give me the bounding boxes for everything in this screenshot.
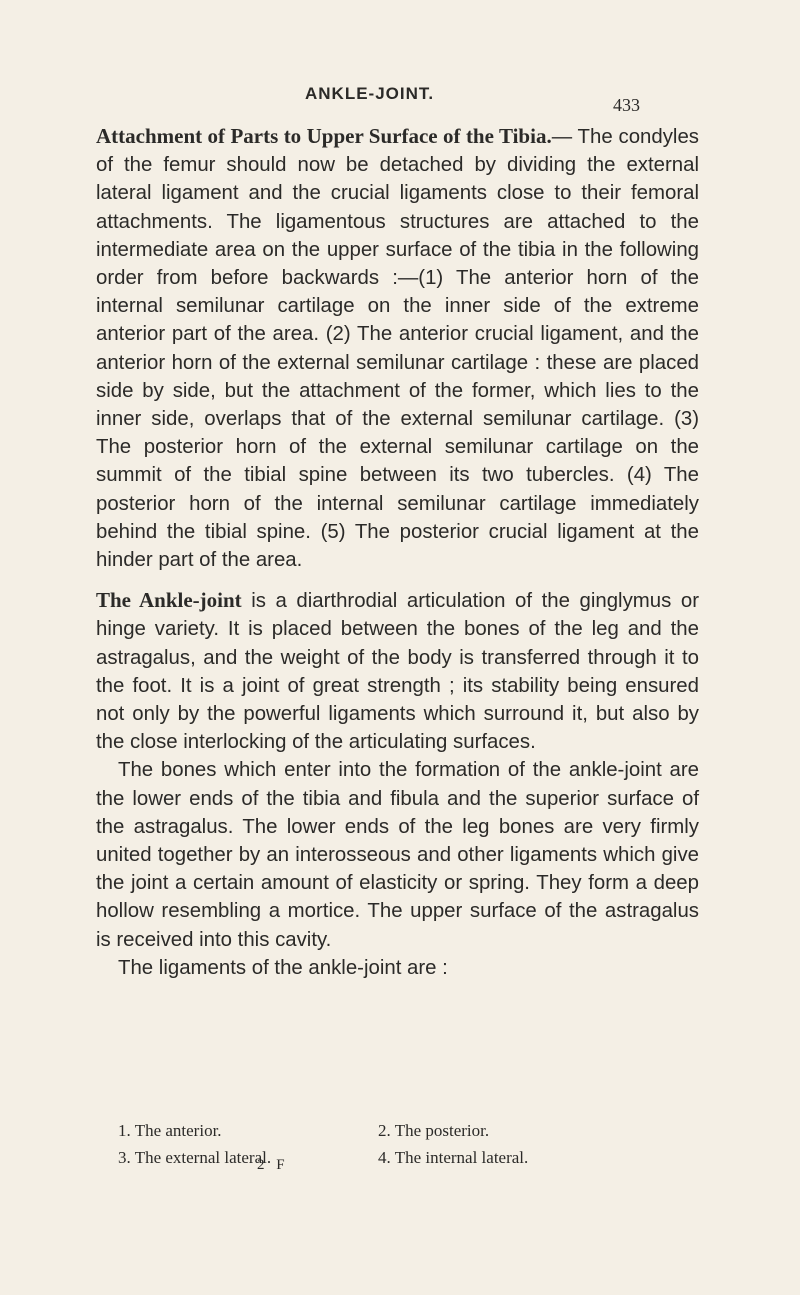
paragraph-tibia-attachments	[96, 122, 699, 574]
body-text	[96, 122, 699, 982]
page-number: 433	[613, 95, 640, 115]
signature-mark: 2 F	[257, 1157, 289, 1173]
list-item: 3. The external lateral.	[118, 1148, 272, 1167]
paragraph-bones: The bones which enter into the formation of the ankle-joint are the lower ends of the tibia and fibula and the superior surface of the astragalus. The lower ends of the leg bones are very firmly united together by an interosseous and other ligaments which give the joint a certain amount of elasticity or spring. They form a deep hollow resembling a mortice. The upper surface of the astragalus is received into this cavity.	[96, 759, 699, 951]
ligament-list	[118, 1117, 638, 1171]
list-item: 1. The anterior.	[118, 1121, 222, 1140]
paragraph-ankle-joint	[96, 586, 699, 756]
section-heading-ankle-joint: The Ankle-joint	[96, 588, 242, 613]
paragraph-text: is a diarthrodial articulation of the ginglymus or hinge variety. It is placed between the bones of the leg and the astragalus, and the weight of the body is transferred through it to the foot. It is a joint of great strength ; its stability being ensured not only by the powerful ligaments which surround it, but also by the close interlocking of the articulating surfaces.	[96, 590, 699, 754]
running-title: ANKLE-JOINT.	[305, 84, 435, 103]
paragraph-text: — The condyles of the femur should now be detached by dividing the external lateral ligament and the crucial ligaments close to their femoral attachments. The ligamentous structures are attached to the intermediate area on the upper surface of the tibia in the following order from before backwards :—(1) The anterior horn of the internal semilunar cartilage on the inner side of the extreme anterior part of the area. (2) The anterior crucial ligament, and the anterior horn of the external semilunar cartilage : these are placed side by side, but the attachment of the former, which lies to the inner side, overlaps that of the external semilunar cartilage. (3) The posterior horn of the external semilunar cartilage on the summit of the tibial spine between its two tubercles. (4) The posterior horn of the internal semilunar cartilage immediately behind the tibial spine. (5) The posterior crucial ligament at the hinder part of the area.	[96, 126, 700, 572]
list-item: 4. The internal lateral.	[378, 1148, 529, 1167]
list-item: 2. The posterior.	[378, 1121, 490, 1140]
paragraph-ligaments-intro: The ligaments of the ankle-joint are :	[118, 956, 448, 979]
section-heading-tibia: Attachment of Parts to Upper Surface of the Tibia.	[96, 124, 552, 148]
